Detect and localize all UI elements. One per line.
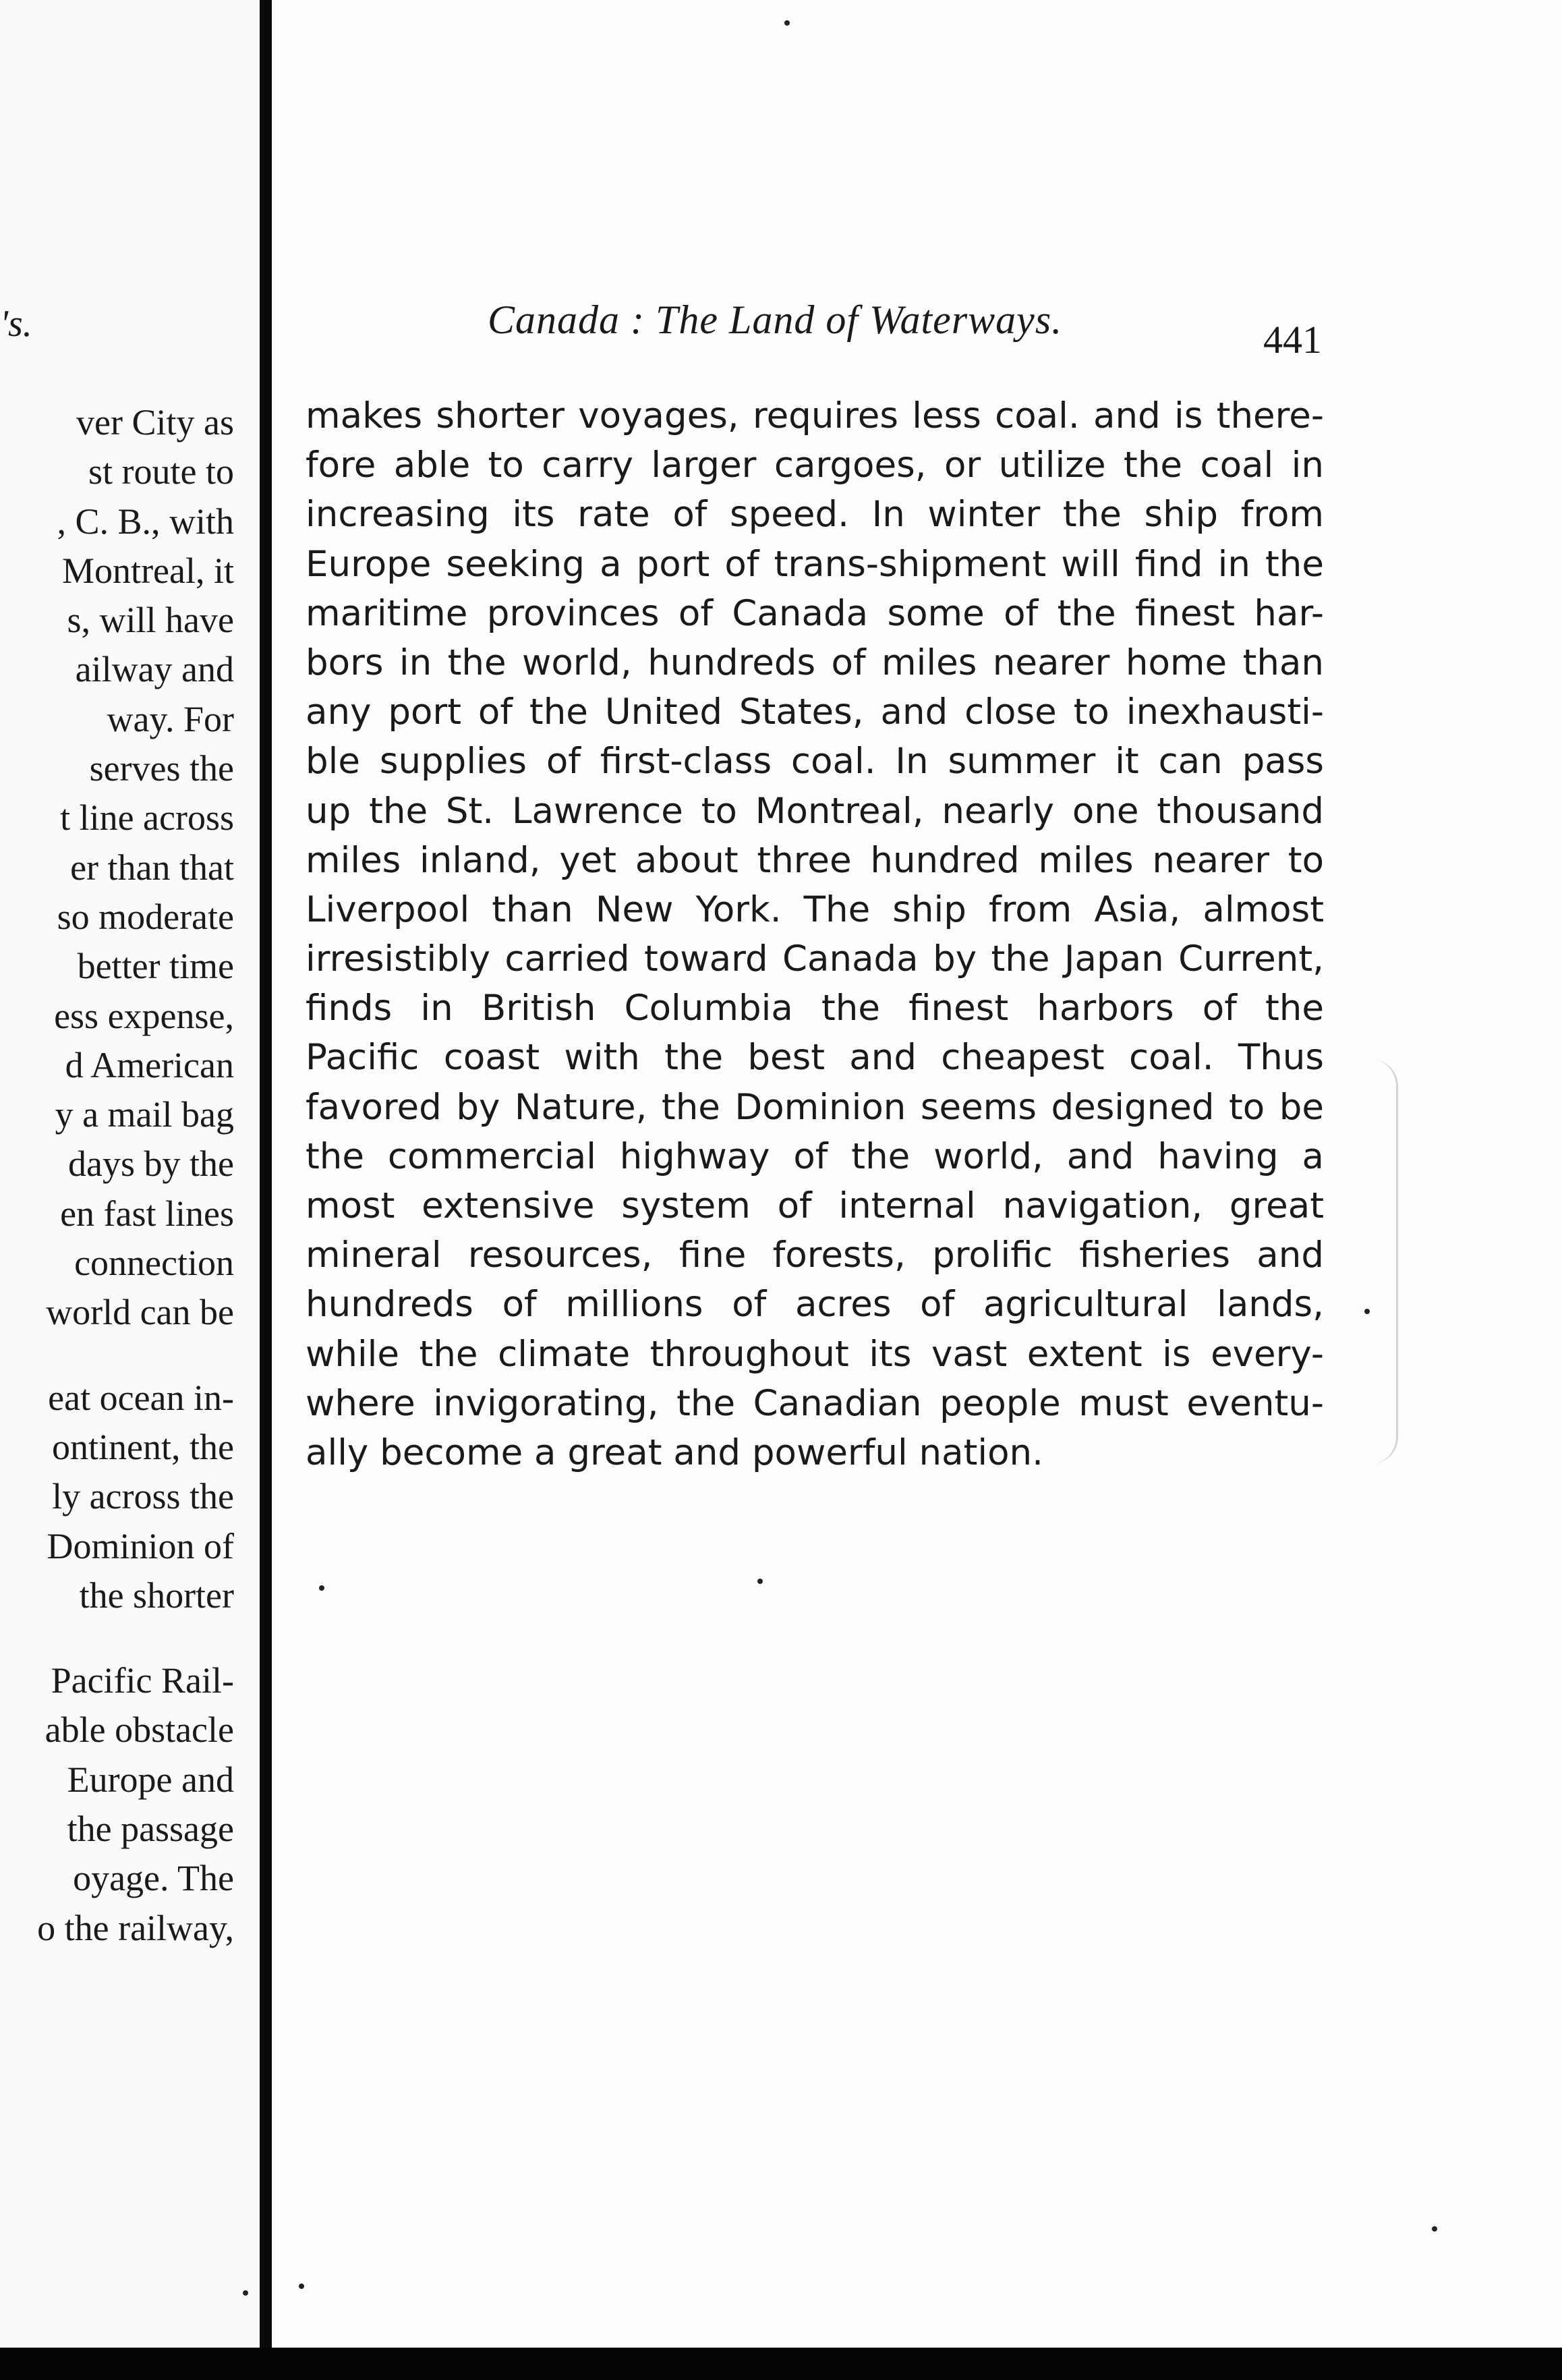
speck-mark — [757, 1579, 763, 1584]
page-body-text — [306, 391, 1324, 1477]
left-line: Europe and — [67, 1759, 234, 1800]
left-line: Pacific Rail- — [51, 1660, 234, 1701]
left-line: world can be — [46, 1292, 234, 1333]
left-line: Montreal, it — [62, 550, 234, 591]
left-line: connection — [74, 1243, 234, 1284]
text-line: while the climate throughout its vast extent is every- — [306, 1333, 1324, 1375]
speck-mark — [1432, 2226, 1437, 2232]
left-line: st route to — [88, 451, 234, 492]
left-line: days by the — [68, 1143, 234, 1185]
left-line: oyage. The — [73, 1858, 234, 1899]
left-line: d American — [65, 1044, 234, 1085]
left-line: better time — [77, 946, 234, 987]
left-line: able obstacle — [45, 1709, 234, 1751]
text-line: makes shorter voyages, requires less coal. and is there- — [306, 395, 1324, 436]
text-line: finds in British Columbia the finest harbors of the — [306, 988, 1324, 1029]
text-line: any port of the United States, and close to inexhausti- — [306, 691, 1324, 733]
page-number: 441 — [1263, 318, 1322, 362]
left-line: ess expense, — [54, 995, 234, 1036]
text-line: Europe seeking a port of trans-shipment will find in the — [306, 543, 1324, 585]
left-line: er than that — [70, 847, 234, 888]
text-line: miles inland, yet about three hundred miles nearer to — [306, 839, 1324, 881]
left-line: ontinent, the — [52, 1426, 234, 1467]
paragraph-gap — [0, 1338, 234, 1373]
left-line: , C. B., with — [57, 501, 234, 542]
text-line: favored by Nature, the Dominion seems designed to be — [306, 1086, 1324, 1128]
text-line: maritime provinces of Canada some of the finest har- — [306, 592, 1324, 634]
text-line: increasing its rate of speed. In winter the ship from — [306, 494, 1324, 536]
left-line: o the railway, — [37, 1907, 234, 1948]
text-line: mineral resources, fine forests, prolific fisheries and — [306, 1235, 1324, 1276]
speck-mark — [784, 20, 790, 26]
text-line: where invigorating, the Canadian people must eventu- — [306, 1382, 1324, 1424]
text-line: ble supplies of first-class coal. In summer it can pass — [306, 741, 1324, 783]
left-line: Dominion of — [47, 1525, 234, 1566]
left-line: eat ocean in- — [48, 1377, 234, 1418]
left-page-fragment — [0, 0, 260, 2348]
paragraph-gap — [0, 1620, 234, 1656]
text-line: irresistibly carried toward Canada by the Japan Current, — [306, 938, 1324, 980]
left-line: y a mail bag — [55, 1094, 234, 1135]
binding-gutter — [260, 0, 272, 2348]
left-line: t line across — [60, 797, 234, 839]
left-page-text — [0, 398, 234, 1953]
text-line: most extensive system of internal navigation, great — [306, 1185, 1324, 1226]
left-line: ly across the — [52, 1476, 234, 1517]
speck-mark — [243, 2290, 248, 2296]
left-running-head-fragment: 's. — [0, 303, 32, 345]
left-line: ailway and — [75, 649, 234, 690]
text-line: ally become a great and powerful nation. — [306, 1432, 1043, 1473]
scanner-bottom-edge — [0, 2348, 1562, 2380]
text-line: hundreds of millions of acres of agricultural lands, — [306, 1284, 1324, 1326]
text-line: Pacific coast with the best and cheapest coal. Thus — [306, 1037, 1324, 1079]
left-line: en fast lines — [60, 1193, 234, 1234]
speck-mark — [319, 1585, 324, 1591]
page-curl-shadow — [1369, 1059, 1398, 1464]
text-line: the commercial highway of the world, and having a — [306, 1135, 1324, 1177]
left-line: way. For — [107, 698, 234, 739]
text-line: Liverpool than New York. The ship from Asia, almost — [306, 888, 1324, 930]
text-line: fore able to carry larger cargoes, or utilize the coal in — [306, 445, 1324, 486]
speck-mark — [299, 2284, 304, 2289]
running-head: Canada : The Land of Waterways. — [488, 298, 1063, 342]
text-line: up the St. Lawrence to Montreal, nearly one thousand — [306, 790, 1324, 832]
text-line: bors in the world, hundreds of miles nearer home than — [306, 642, 1324, 683]
left-line: ver City as — [76, 402, 234, 443]
left-line: the shorter — [79, 1575, 234, 1616]
left-line: serves the — [89, 748, 234, 789]
left-line: s, will have — [67, 600, 234, 641]
left-line: the passage — [67, 1809, 234, 1850]
left-line: so moderate — [57, 896, 234, 937]
